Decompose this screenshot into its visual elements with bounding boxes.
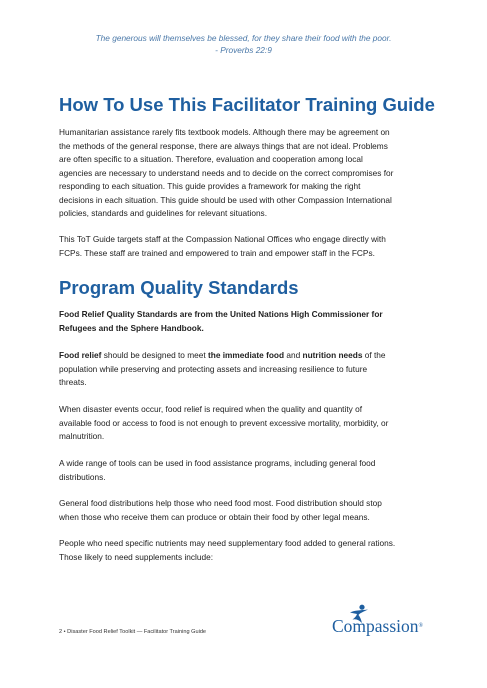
epigraph-quote: The generous will themselves be blessed, for they share their food with the poor. (95, 33, 392, 43)
text-line: agencies are necessary to understand needs and to decide on the correct compromises for (59, 167, 394, 178)
text-line: threats. (59, 377, 87, 387)
paragraph-general-distributions (59, 497, 431, 524)
text-line: are often specific to a situation. Therefore, evaluation and cooperation among local (59, 154, 363, 164)
paragraph-supplementary-food (59, 537, 431, 564)
registered-mark: ® (418, 623, 424, 629)
text-line: available food or access to food is not enough to prevent excessive mortality, morbidity, or (59, 417, 389, 428)
text-line: Food Relief Quality Standards are from the United Nations High Commissioner for (59, 309, 383, 319)
logo-wordmark (332, 616, 423, 636)
text-line: distributions. (59, 471, 106, 482)
text-line: General food distributions help those who need food most. Food distribution should stop (59, 498, 382, 508)
text-line: When disaster events occur, food relief is required when the quality and quantity of (59, 404, 363, 414)
paragraph-tools (59, 457, 431, 484)
logo-wordmark-text: Compassion (332, 616, 419, 636)
text-run: and (284, 350, 303, 360)
bold-term: Food relief (59, 350, 102, 360)
epigraph (40, 32, 447, 56)
text-line: responding to each situation. This guide provides a framework for making the right (59, 181, 361, 191)
bold-term: the immediate food (207, 350, 285, 360)
text-line: policies, standards and guidelines for relevant situations. (59, 208, 268, 218)
text-line: FCPs. These staff are trained and empowered to train and empower staff in the FCPs. (59, 247, 375, 258)
text-line (59, 349, 431, 363)
paragraph-disaster-events (59, 403, 431, 444)
paragraph-food-relief (59, 349, 431, 390)
heading-facilitator-guide: How To Use This Facilitator Training Guide (59, 94, 435, 115)
text-line: People who need specific nutrients may need supplementary food added to general rations. (59, 538, 396, 548)
page-footer: 2 • Disaster Food Relief Toolkit — Facilitator Training Guide (59, 629, 207, 635)
epigraph-source: - Proverbs 22:9 (215, 45, 272, 55)
text-run: should be designed to meet (101, 350, 208, 360)
compassion-logo (332, 604, 432, 638)
paragraph-humanitarian-assistance (59, 126, 431, 221)
text-line: when those who receive them can produce or obtain their food by other legal means. (59, 511, 370, 522)
heading-program-quality: Program Quality Standards (59, 277, 299, 298)
text-run: of the (362, 350, 386, 360)
text-line: This ToT Guide targets staff at the Compassion National Offices who engage directly with (59, 234, 386, 244)
text-line: the methods of the general response, there are always things that are not ideal. Problems (59, 140, 388, 151)
text-line: Those likely to need supplements include: (59, 551, 214, 562)
paragraph-tot-guide (59, 233, 431, 260)
text-line: malnutrition. (59, 431, 105, 441)
text-line: decisions in each situation. This guide should be used with other Compassion International (59, 194, 392, 205)
bold-term: nutrition needs (302, 350, 363, 360)
text-line: Refugees and the Sphere Handbook. (59, 322, 204, 333)
text-line: A wide range of tools can be used in food assistance programs, including general food (59, 458, 376, 468)
paragraph-standards-source (59, 308, 431, 335)
text-line: population while preserving and protecting assets and increasing resilience to future (59, 363, 368, 374)
text-line: Humanitarian assistance rarely fits textbook models. Although there may be agreement on (59, 127, 390, 137)
